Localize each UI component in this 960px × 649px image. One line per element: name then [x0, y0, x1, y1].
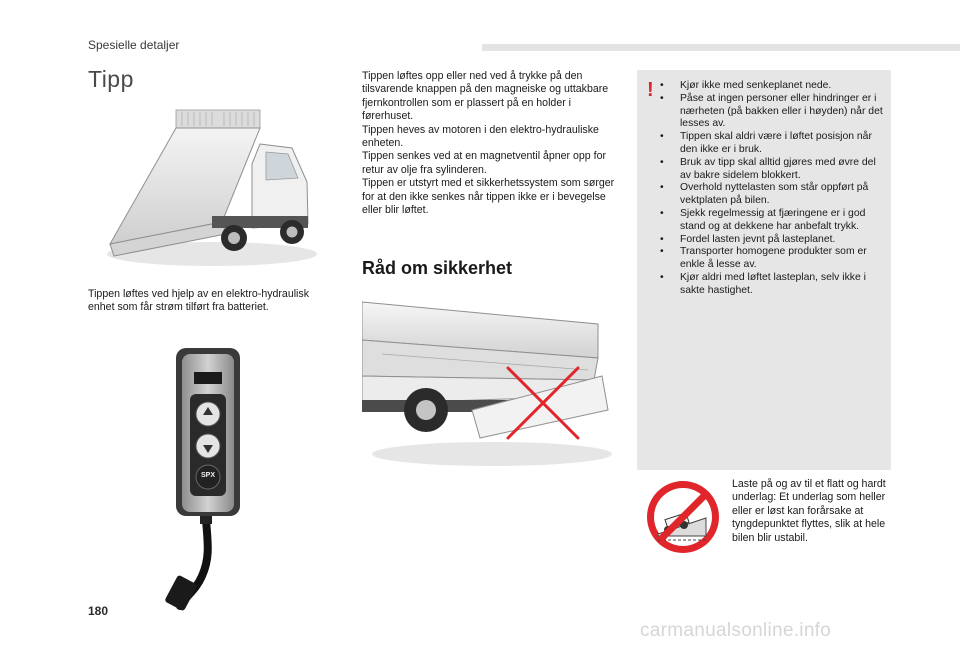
safety-heading: Råd om sikkerhet	[362, 258, 513, 278]
intro-caption: Tippen løftes ved hjelp av en elektro-hydraulisk enhet som får strøm tilført fra batteriet.	[88, 288, 310, 314]
warning-list	[656, 80, 888, 298]
warning-item: • Fordel lasten jevnt på lasteplanet.	[656, 234, 888, 247]
warning-item: • Sjekk regelmessig at fjæringene er i god stand og at dekkene har anbefalt trykk.	[656, 208, 888, 234]
page-number: 180	[88, 604, 109, 618]
tipper-truck-illustration	[102, 104, 322, 268]
warning-item: • Tippen skal aldri være i løftet posisjon når den ikke er i bruk.	[656, 131, 888, 157]
main-paragraph: Tippen senkes ved at en magnetventil åpner opp for retur av olje fra sylinderen.	[362, 150, 607, 176]
watermark: carmanualsonline.info	[640, 620, 832, 641]
section-header: Spesielle detaljer	[88, 38, 180, 52]
prohibited-slope-icon	[644, 478, 722, 556]
main-text	[362, 70, 620, 217]
main-paragraph: Tippen løftes opp eller ned ved å trykke på den tilsvarende knappen på den magneiske og uttakbare fjernkontrollen som er plassert på en holder i førerhuset.	[362, 70, 609, 123]
warning-item: • Påse at ingen personer eller hindringer er i nærheten (på bakken eller i høyden) når det lesses av.	[656, 93, 888, 131]
page-title: Tipp	[88, 66, 134, 92]
remote-label: SPX	[200, 472, 215, 479]
main-paragraph: Tippen er utstyrt med et sikkerhetssystem som sørger for at den ikke senkes når tippen ikke er i bevegelse eller blir løftet.	[362, 177, 615, 217]
remote-control-illustration	[164, 344, 248, 614]
warning-item: • Transporter homogene produkter som er enkle å lesse av.	[656, 246, 888, 272]
warning-item: • Kjør ikke med senkeplanet nede.	[656, 80, 888, 93]
warning-item: • Kjør aldri med løftet lasteplan, selv ikke i sakte hastighet.	[656, 272, 888, 298]
main-paragraph: Tippen heves av motoren i den elektro-hydrauliske enheten.	[362, 123, 599, 150]
warning-symbol: !	[647, 79, 654, 101]
warning-item: • Bruk av tipp skal alltid gjøres med øvre del av bakre sidelem blokkert.	[656, 157, 888, 183]
warning-item: • Overhold nyttelasten som står oppført på vektplaten på bilen.	[656, 182, 888, 208]
prohibited-open-tailgate-illustration	[362, 292, 614, 468]
ground-note: Laste på og av til et flatt og hardt underlag: Et underlag som heller eller er løst kan forårsake at tyngdepunktet flyttes, slik at hele bilen blir ustabil.	[732, 478, 886, 544]
header-rule	[482, 44, 960, 51]
